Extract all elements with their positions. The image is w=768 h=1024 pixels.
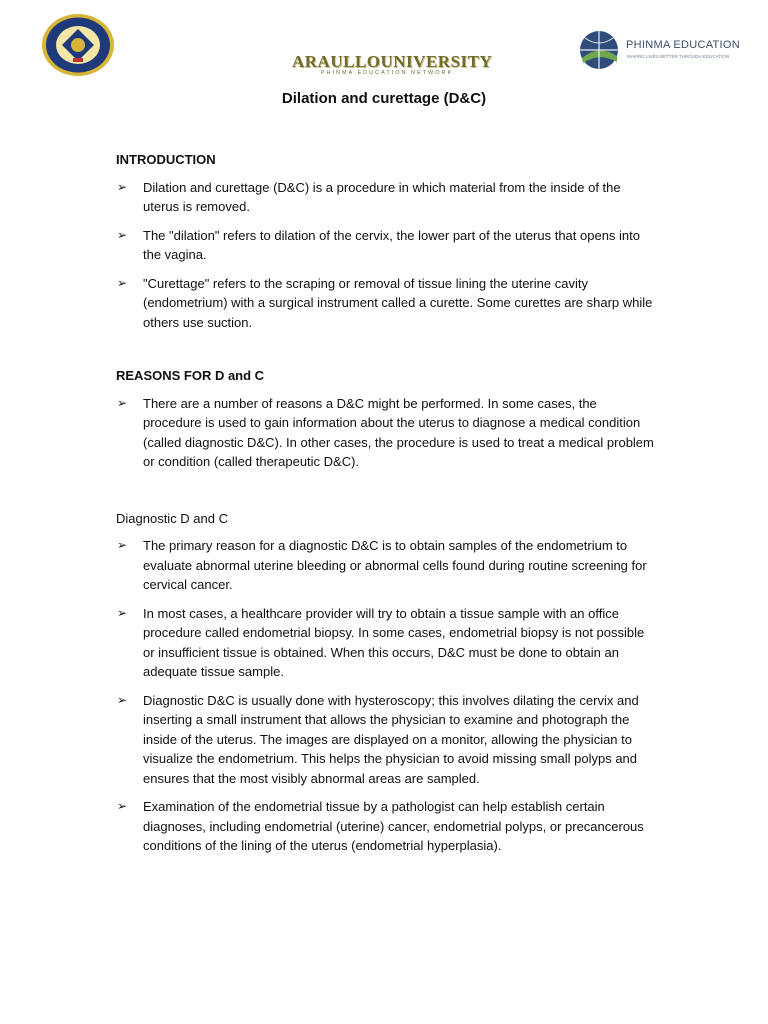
university-seal-logo — [40, 12, 116, 78]
section-reasons — [116, 366, 656, 472]
document-body — [116, 150, 656, 865]
section-introduction — [116, 150, 656, 332]
arrow-bullet-icon: ➢ — [117, 395, 128, 410]
arrow-bullet-icon: ➢ — [117, 799, 128, 813]
bullet-text: Diagnostic D&C is usually done with hysteroscopy; this involves dilating the cervix and inserting a small instrument that allows the physician to examine and photograph the inside of the uterus. The images are displayed on a monitor, allowing the physician to visualize the endometrium. This helps the physician to avoid missing small polyps and ensures that the most visibly abnormal areas are sampled. — [143, 692, 639, 786]
list-item — [116, 178, 656, 217]
bullet-text: Examination of the endometrial tissue by a pathologist can help establish certain diagnoses, including endometrial (uterine) cancer, endometrial polyps, or precancerous conditions of the lining of the uterus (endometrial hyperplasia). — [143, 799, 644, 853]
list-item — [116, 604, 656, 682]
phinma-logo-tagline: MAKING LIVES BETTER THROUGH EDUCATION — [627, 54, 730, 59]
section-diagnostic — [116, 509, 656, 856]
university-logo-subtitle: PHINMA EDUCATION NETWORK — [320, 70, 454, 76]
list-item — [116, 536, 656, 595]
bullet-text: The primary reason for a diagnostic D&C is to obtain samples of the endometrium to evaluate abnormal uterine bleeding or abnormal cells found during routine screening for cervical cancer. — [143, 538, 647, 592]
bullet-text: Dilation and curettage (D&C) is a procedure in which material from the inside of the uterus is removed. — [143, 179, 621, 214]
bullet-text: There are a number of reasons a D&C might be performed. In some cases, the procedure is used to gain information about the uterus to diagnose a medical condition (called diagnostic D&C). In other cases, the procedure is used to treat a medical problem or condition (called therapeutic D&C). — [143, 395, 654, 469]
arrow-bullet-icon: ➢ — [117, 692, 128, 707]
section-heading: INTRODUCTION — [116, 152, 216, 167]
phinma-globe-icon — [577, 30, 621, 70]
list-item — [116, 274, 656, 333]
phinma-logo-name: PHINMA EDUCATION — [626, 39, 740, 51]
document-title: Dilation and curettage (D&C) — [281, 90, 487, 107]
arrow-bullet-icon: ➢ — [117, 179, 128, 194]
list-item — [116, 226, 656, 265]
university-logo-name: ARAULLOUNIVERSITY — [292, 52, 493, 71]
bullet-list — [116, 178, 656, 333]
section-heading: Diagnostic D and C — [116, 510, 228, 526]
bullet-list — [116, 394, 656, 472]
bullet-list — [116, 536, 656, 856]
list-item — [116, 394, 656, 472]
araullo-university-logo — [292, 52, 493, 80]
arrow-bullet-icon: ➢ — [117, 227, 128, 242]
arrow-bullet-icon: ➢ — [117, 275, 128, 290]
bullet-text: "Curettage" refers to the scraping or removal of tissue lining the uterine cavity (endometrium) with a surgical instrument called a curette. Some curettes are sharp while others use suction. — [143, 275, 653, 330]
section-heading: REASONS FOR D and C — [116, 368, 265, 383]
arrow-bullet-icon: ➢ — [117, 538, 128, 552]
document-header — [0, 0, 768, 90]
arrow-bullet-icon: ➢ — [117, 605, 128, 620]
list-item — [116, 797, 656, 856]
bullet-text: The "dilation" refers to dilation of the cervix, the lower part of the uterus that opens into the vagina. — [143, 227, 641, 262]
bullet-text: In most cases, a healthcare provider will try to obtain a tissue sample with an office procedure called endometrial biopsy. In some cases, endometrial biopsy is not possible or insufficient tissue is obtained. When this occurs, D&C must be done to obtain an adequate tissue sample. — [143, 605, 645, 679]
list-item — [116, 691, 656, 789]
